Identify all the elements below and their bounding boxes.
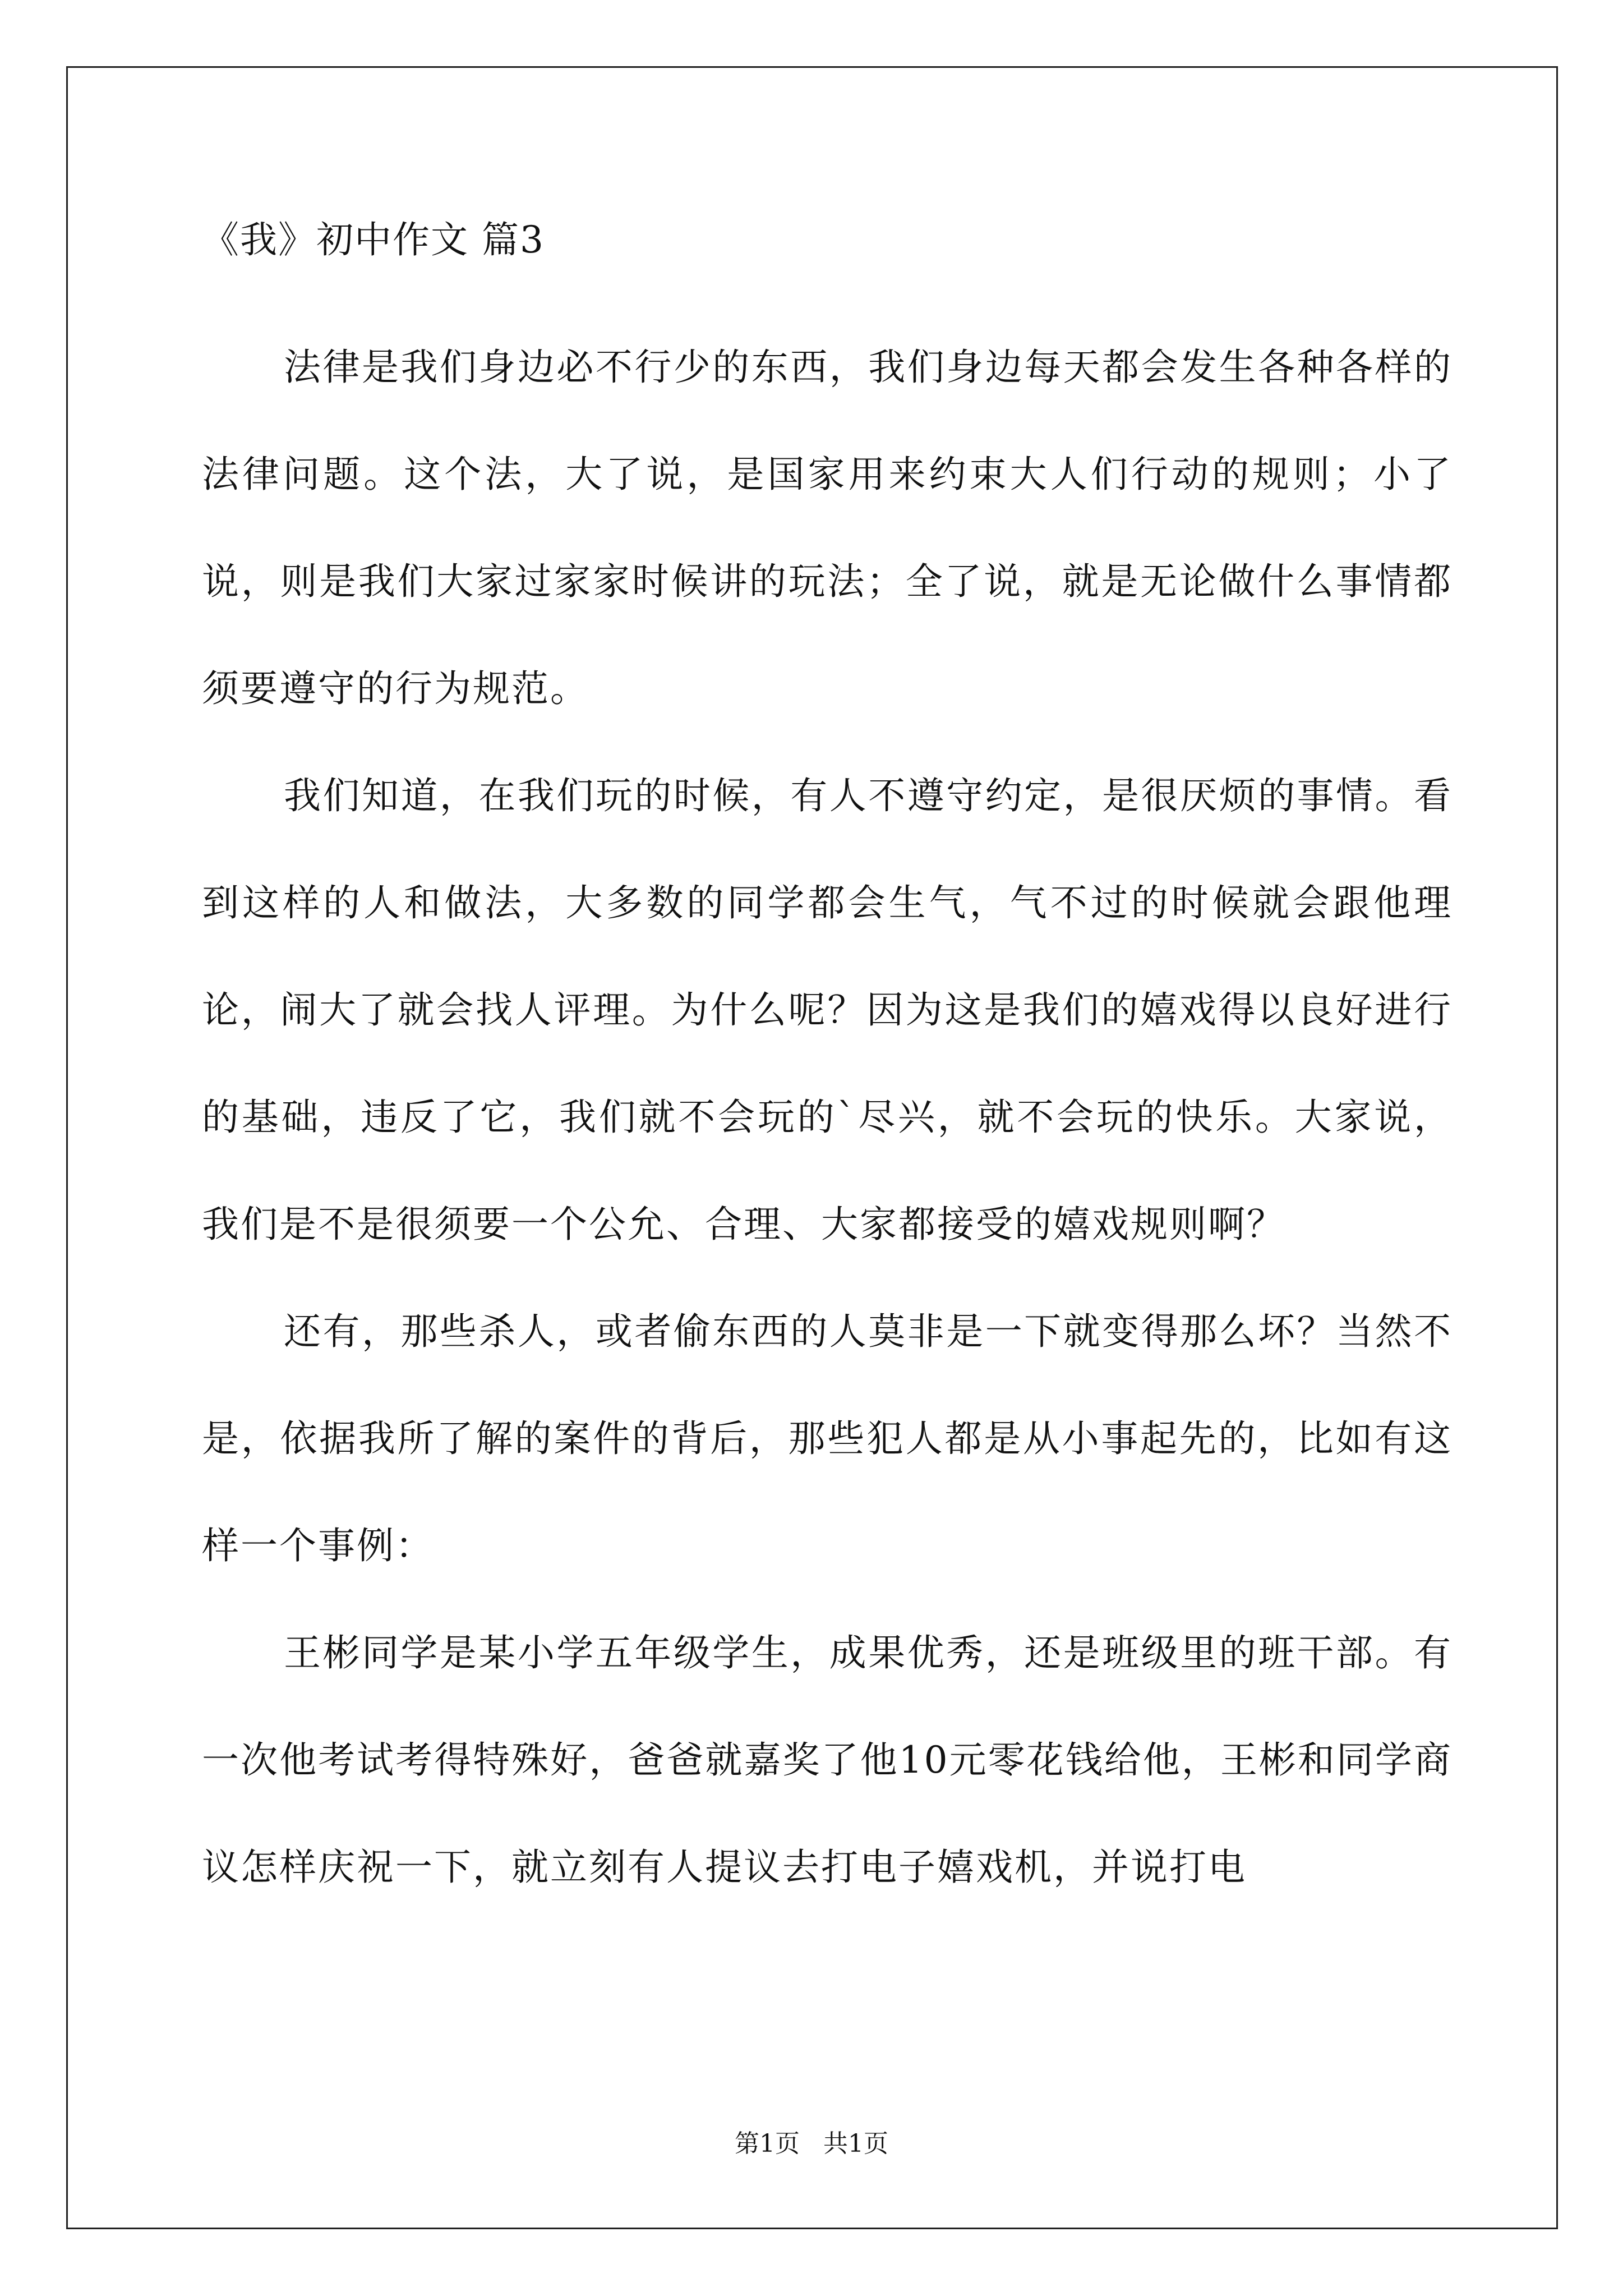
paragraph: 还有，那些杀人，或者偷东西的人莫非是一下就变得那么坏？当然不是，依据我所了解的案件的背后，那些犯人都是从小事起先的，比如有这样一个事例： <box>202 1310 1453 1567</box>
page-footer: 第1页 共1页 <box>735 2129 888 2158</box>
document-title: 《我》初中作文 篇3 <box>202 218 545 261</box>
paragraph: 法律是我们身边必不行少的东西，我们身边每天都会发生各种各样的法律问题。这个法，大了说，是国家用来约束大人们行动的规则；小了说，则是我们大家过家家时候讲的玩法；全了说，就是无论做什么事情都须要遵守的行为规范。 <box>202 346 1453 710</box>
paragraph: 我们知道，在我们玩的时候，有人不遵守约定，是很厌烦的事情。看到这样的人和做法，大多数的同学都会生气，气不过的时候就会跟他理论，闹大了就会找人评理。为什么呢？因为这是我们的嬉戏得以良好进行的基础，违反了它，我们就不会玩的`尽兴，就不会玩的快乐。大家说，我们是不是很须要一个公允、合理、大家都接受的嬉戏规则啊？ <box>202 774 1453 1246</box>
paragraph: 王彬同学是某小学五年级学生，成果优秀，还是班级里的班干部。有一次他考试考得特殊好，爸爸就嘉奖了他10元零花钱给他，王彬和同学商议怎样庆祝一下，就立刻有人提议去打电子嬉戏机，并说打电 <box>202 1631 1453 1889</box>
document-body <box>202 218 1453 1921</box>
